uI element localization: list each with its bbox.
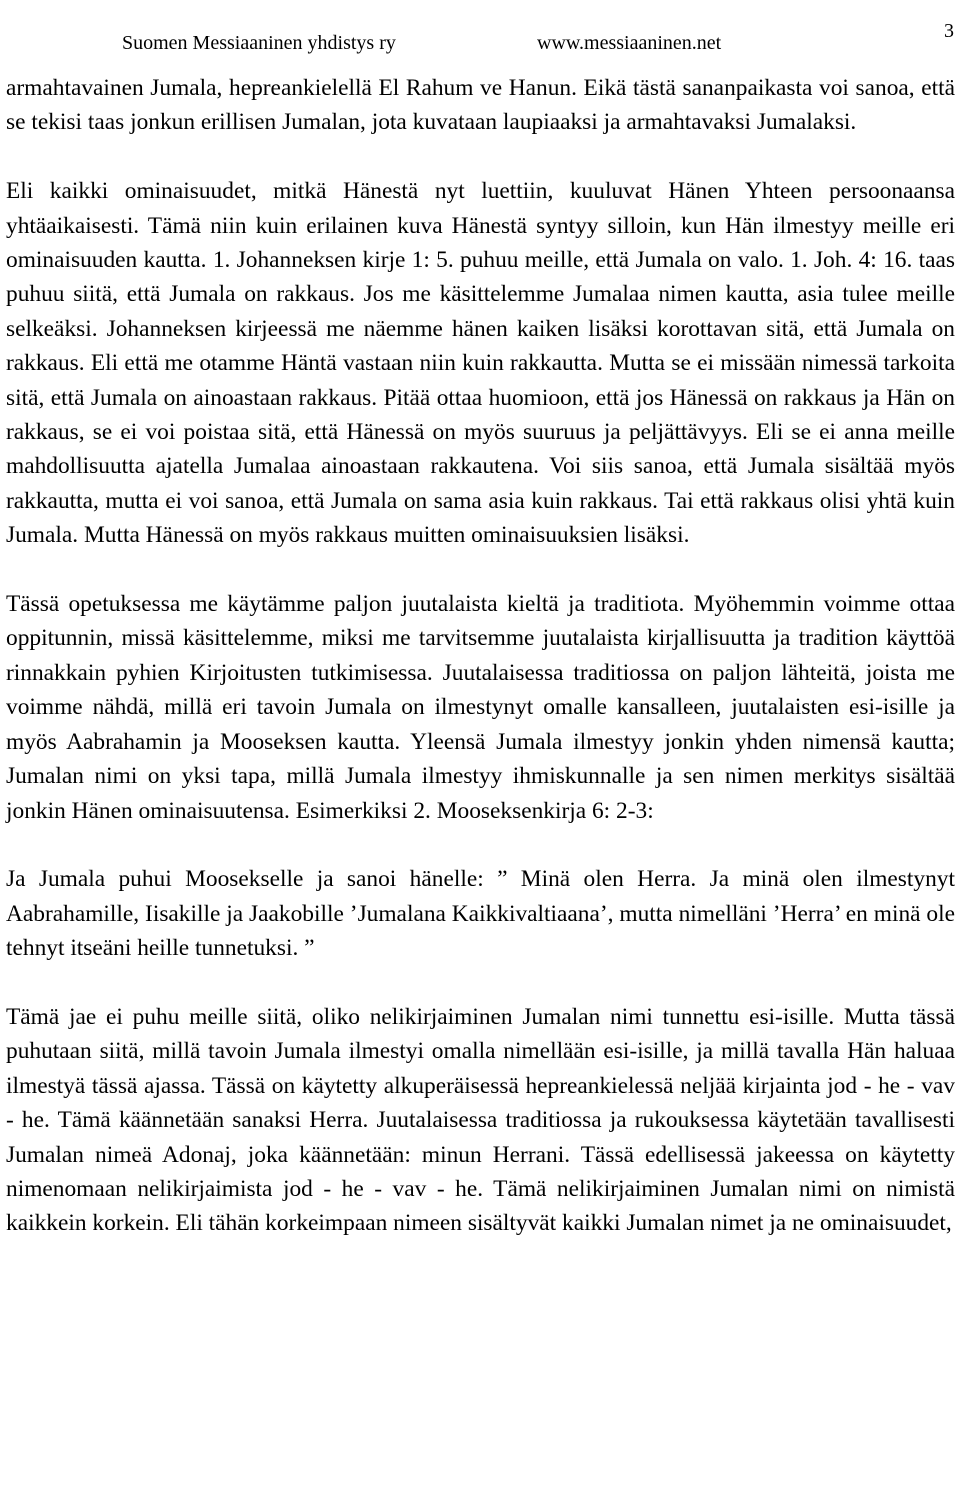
website-url[interactable]: www.messiaaninen.net [537,32,722,54]
paragraph-3: Tässä opetuksessa me käytämme paljon juutalaista kieltä ja traditiota. Myöhemmin voimme ottaa oppitunnin, missä käsittelemme, miksi me tarvitsemme juutalaista kirjallisuutta ja tradition käyttöä rinnakkain pyhien Kirjoitusten tutkimisessa. Juutalaisessa traditiossa on paljon lähteitä, joista me voimme nähdä, millä eri tavoin Jumala on ilmestynyt omalle kansalleen, juutalaisten esi-isille ja myös Aabrahamin ja Mooseksen kautta. Yleensä Jumala ilmestyy jonkin yhden nimensä kautta; Jumalan nimi on yksi tapa, millä Jumala ilmestyy ihmiskunnalle ja sen nimen merkitys sisältää jonkin Hänen ominaisuutensa. Esimerkiksi 2. Mooseksenkirja 6: 2-3: [6,591,955,824]
paragraph-2: Eli kaikki ominaisuudet, mitkä Hänestä nyt luettiin, kuuluvat Hänen Yhteen persoonaansa yhtäaikaisesti. Tämä niin kuin erilainen kuva Hänestä syntyy silloin, kun Hän ilmestyy meille eri ominaisuuden kautta. 1. Johanneksen kirje 1: 5. puhuu meille, että Jumala on valo. 1. Joh. 4: 16. taas puhuu siitä, että Jumala on rakkaus. Jos me käsittelemme Jumalaa nimen kautta, asia tulee meille selkeäksi. Johanneksen kirjeessä me näemme hänen kaiken lisäksi korottavan sitä, että Jumala on rakkaus. Eli että me otamme Häntä vastaan niin kuin rakkautta. Mutta se ei missään nimessä tarkoita sitä, että Jumala on ainoastaan rakkaus. Pitää ottaa huomioon, että jos Hänessä on rakkaus ja Hän on rakkaus, se ei voi poistaa sitä, että Hänessä on myös suuruus ja peljättävyys. Eli se ei anna meille mahdollisuutta ajatella Jumalaa ainoastaan rakkautena. Voi siis sanoa, että Jumala sisältää myös rakkautta, mutta ei voi sanoa, että Jumala on sama asia kuin rakkaus. Tai että rakkaus olisi yhtä kuin Jumala. Mutta Hänessä on myös rakkaus muitten ominaisuuksien lisäksi. [6,178,955,549]
paragraph-5: Tämä jae ei puhu meille siitä, oliko nelikirjaiminen Jumalan nimi tunnettu esi-isille. Mutta tässä puhutaan siitä, millä tavoin Jumala ilmestyi omalla nimellään esi-isille, ja millä tavalla Hän haluaa ilmestyä tässä ajassa. Tässä on käytetty alkuperäisessä hepreankielessä neljää kirjainta jod - he - vav - he. Tämä käännetään sanaksi Herra. Juutalaisessa traditiossa ja rukouksessa käytetään tavallisesti Jumalan nimeä Adonaj, joka käännetään: minun Herrani. Tässä edellisessä jakeessa on käytetty nimenomaan nelikirjaimista jod - he - vav - he. Tämä nelikirjaiminen Jumalan nimi on nimistä kaikkein korkein. Eli tähän korkeimpaan nimeen sisältyvät kaikki Jumalan nimet ja ne ominaisuudet, [6,1003,955,1237]
page-number: 3 [944,20,954,42]
page-header [122,20,954,58]
organization-name: Suomen Messiaaninen yhdistys ry [122,32,396,54]
paragraph-1: armahtavainen Jumala, hepreankielellä El Rahum ve Hanun. Eikä tästä sananpaikasta voi sanoa, että se tekisi taas jonkun erillisen Jumalan, jota kuvataan laupiaaksi ja armahtavaksi Jumalaksi. [6,75,955,136]
paragraph-4-quote: Ja Jumala puhui Moosekselle ja sanoi hänelle: ” Minä olen Herra. Ja minä olen ilmestynyt Aabrahamille, Iisakille ja Jaakobille ’Jumalana Kaikkivaltiaana’, mutta nimelläni ’Herra’ en minä ole tehnyt itseäni heille tunnetuksi. ” [6,866,955,962]
document-body [6,71,955,1241]
